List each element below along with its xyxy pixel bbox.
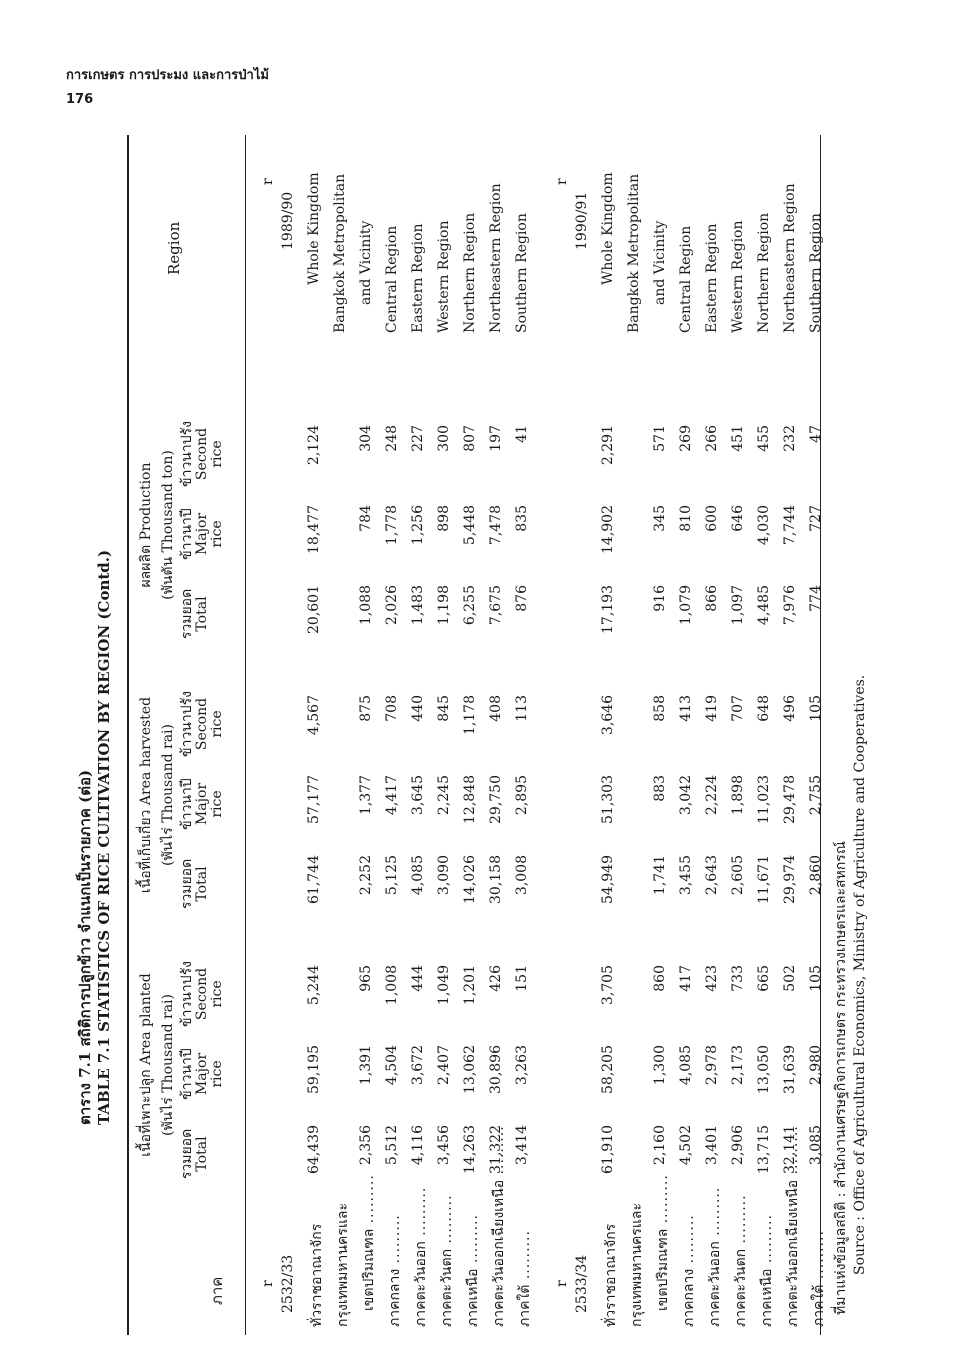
cell-value: 4,085 — [678, 1045, 694, 1086]
cell-value: 733 — [730, 965, 746, 992]
cell-value: 64,439 — [306, 1125, 322, 1174]
cell-value: 31,639 — [782, 1045, 798, 1094]
region-name-english: Bangkok Metropolitan — [332, 173, 348, 333]
region-name-thai: ภาคตะวันตก ..... — [436, 1194, 458, 1327]
cell-value: 197 — [488, 425, 504, 452]
cell-value: 875 — [358, 695, 374, 722]
cell-value: 61,744 — [306, 855, 322, 904]
cell-value: 876 — [514, 585, 530, 612]
cell-value: 57,177 — [306, 775, 322, 824]
cell-value: 300 — [436, 425, 452, 452]
cell-value: 3,455 — [678, 855, 694, 896]
cell-value: 916 — [652, 585, 668, 612]
region-name-thai: ภาคตะวันออกเฉียงเหนือ ..... — [488, 1125, 510, 1327]
cell-value: 5,125 — [384, 855, 400, 896]
cell-value: 51,303 — [600, 775, 616, 824]
region-name-english: and Vicinity — [652, 220, 668, 305]
cell-value: 4,417 — [384, 775, 400, 816]
region-name-english: Eastern Region — [410, 223, 426, 333]
cell-value: 4,485 — [756, 585, 772, 626]
cell-value: 47 — [808, 425, 824, 443]
cell-value: 646 — [730, 505, 746, 532]
cell-value: 2,643 — [704, 855, 720, 896]
cell-value: 3,401 — [704, 1125, 720, 1166]
cell-value: 708 — [384, 695, 400, 722]
region-name-english: and Vicinity — [358, 220, 374, 305]
cell-value: 1,008 — [384, 965, 400, 1006]
year-english: 1990/91 — [574, 191, 590, 250]
cell-value: 3,090 — [436, 855, 452, 896]
region-name-thai: ภาคเหนือ ..... — [462, 1214, 484, 1327]
cell-value: 4,030 — [756, 505, 772, 546]
table-row — [704, 135, 730, 1335]
table-row — [358, 135, 384, 1335]
cell-value: 413 — [678, 695, 694, 722]
cell-value: 32,141 — [782, 1125, 798, 1174]
cell-value: 14,263 — [462, 1125, 478, 1174]
cell-value: 419 — [704, 695, 720, 722]
cell-value: 2,978 — [704, 1045, 720, 1086]
cell-value: 455 — [756, 425, 772, 452]
cell-value: 5,244 — [306, 965, 322, 1006]
cell-value: 1,088 — [358, 585, 374, 626]
cell-value: 707 — [730, 695, 746, 722]
cell-value: 248 — [384, 425, 400, 452]
cell-value: 29,974 — [782, 855, 798, 904]
cell-value: 304 — [358, 425, 374, 452]
cell-value: 1,377 — [358, 775, 374, 816]
bottom-rule — [820, 135, 821, 1335]
cell-value: 4,567 — [306, 695, 322, 736]
region-name-thai: กรุงเทพมหานครและ — [335, 1203, 351, 1327]
cell-value: 4,116 — [410, 1125, 426, 1166]
running-title: การเกษตร การประมง และการป่าไม้ — [66, 68, 269, 83]
cell-value: 3,008 — [514, 855, 530, 896]
region-name-thai: เขตปริมณฑล ..... — [358, 1174, 380, 1311]
cell-value: 13,062 — [462, 1045, 478, 1094]
region-name-english: Bangkok Metropolitan — [626, 173, 642, 333]
table-row — [626, 135, 652, 1335]
cell-value: 866 — [704, 585, 720, 612]
cell-value: 451 — [730, 425, 746, 452]
table-row — [332, 135, 358, 1335]
cell-value: 784 — [358, 505, 374, 532]
region-name-english: Whole Kingdom — [306, 172, 322, 285]
year-row — [280, 135, 306, 1335]
region-name-thai: ภาคตะวันออก ..... — [410, 1187, 432, 1327]
region-name-thai: เขตปริมณฑล ..... — [652, 1174, 674, 1311]
cell-value: 151 — [514, 965, 530, 992]
table-title-thai: ตาราง 7.1 สถิติการปลูกข้าว จำแนกเป็นรายภาค (ต่อ) — [76, 769, 94, 1125]
cell-value: 1,300 — [652, 1045, 668, 1086]
cell-value: 61,910 — [600, 1125, 616, 1174]
region-name-english: Whole Kingdom — [600, 172, 616, 285]
cell-value: 3,705 — [600, 965, 616, 1006]
cell-value: 3,672 — [410, 1045, 426, 1086]
cell-value: 807 — [462, 425, 478, 452]
cell-value: 14,026 — [462, 855, 478, 904]
region-name-english: Northern Region — [462, 212, 478, 333]
cell-value: 18,477 — [306, 505, 322, 554]
region-name-thai: ภาคใต้ ..... — [808, 1230, 830, 1327]
cell-value: 3,646 — [600, 695, 616, 736]
cell-value: 3,456 — [436, 1125, 452, 1166]
year-row — [574, 135, 600, 1335]
cell-value: 7,744 — [782, 505, 798, 546]
cell-value: 502 — [782, 965, 798, 992]
year-english: 1989/90 — [280, 191, 296, 250]
subcolumn-header: รวมยอด Total — [179, 588, 210, 640]
cell-value: 12,848 — [462, 775, 478, 824]
cell-value: 11,671 — [756, 855, 772, 904]
cell-value: 7,675 — [488, 585, 504, 626]
cell-value: 3,042 — [678, 775, 694, 816]
cell-value: 600 — [704, 505, 720, 532]
cell-value: 4,085 — [410, 855, 426, 896]
table-row — [436, 135, 462, 1335]
cell-value: 266 — [704, 425, 720, 452]
group-area-planted: เนื้อที่เพาะปลูก Area planted (พันไร่ Thousand rai) — [138, 973, 176, 1157]
group-production: ผลผลิต Production (พันตัน Thousand ton) — [138, 450, 176, 600]
cell-value: 17,193 — [600, 585, 616, 634]
table-row — [756, 135, 782, 1335]
table-row — [410, 135, 436, 1335]
cell-value: 1,198 — [436, 585, 452, 626]
cell-value: 2,224 — [704, 775, 720, 816]
cell-value: 774 — [808, 585, 824, 612]
cell-value: 2,245 — [436, 775, 452, 816]
cell-value: 1,483 — [410, 585, 426, 626]
cell-value: 2,356 — [358, 1125, 374, 1166]
cell-value: 1,079 — [678, 585, 694, 626]
cell-value: 1,741 — [652, 855, 668, 896]
cell-value: 7,976 — [782, 585, 798, 626]
cell-value: 1,391 — [358, 1045, 374, 1086]
cell-value: 29,750 — [488, 775, 504, 824]
cell-value: 3,263 — [514, 1045, 530, 1086]
source-note-english: Source : Office of Agricultural Economics, Ministry of Agriculture and Cooperatives. — [852, 674, 868, 1275]
subcolumn-header: รวมยอด Total — [179, 1128, 210, 1180]
region-name-english: Western Region — [730, 220, 746, 333]
subcolumn-header: ข้าวนาปี Major rice — [179, 1048, 225, 1100]
revised-mark: r — [554, 1280, 570, 1287]
cell-value: 4,504 — [384, 1045, 400, 1086]
cell-value: 1,049 — [436, 965, 452, 1006]
cell-value: 14,902 — [600, 505, 616, 554]
cell-value: 3,085 — [808, 1125, 824, 1166]
page-number: 176 — [66, 92, 94, 107]
table-row — [730, 135, 756, 1335]
region-header-english: Region — [165, 221, 183, 275]
cell-value: 58,205 — [600, 1045, 616, 1094]
cell-value: 5,512 — [384, 1125, 400, 1166]
revised-mark: r — [260, 178, 276, 185]
region-name-english: Southern Region — [514, 213, 530, 333]
region-name-thai: ภาคตะวันออกเฉียงเหนือ ..... — [782, 1125, 804, 1327]
cell-value: 2,407 — [436, 1045, 452, 1086]
cell-value: 496 — [782, 695, 798, 722]
region-name-thai: ภาคตะวันตก ..... — [730, 1194, 752, 1327]
cell-value: 6,255 — [462, 585, 478, 626]
region-name-english: Northern Region — [756, 212, 772, 333]
region-name-thai: ภาคใต้ ..... — [514, 1230, 536, 1327]
subcolumn-header: รวมยอด Total — [179, 858, 210, 910]
cell-value: 2,605 — [730, 855, 746, 896]
cell-value: 59,195 — [306, 1045, 322, 1094]
cell-value: 227 — [410, 425, 426, 452]
cell-value: 408 — [488, 695, 504, 722]
header-rule — [245, 135, 246, 1335]
region-name-thai: ภาคกลาง ..... — [678, 1214, 700, 1327]
cell-value: 30,158 — [488, 855, 504, 904]
revised-mark: r — [260, 1280, 276, 1287]
cell-value: 232 — [782, 425, 798, 452]
cell-value: 1,256 — [410, 505, 426, 546]
cell-value: 3,645 — [410, 775, 426, 816]
cell-value: 2,860 — [808, 855, 824, 896]
cell-value: 13,715 — [756, 1125, 772, 1174]
rotated-table — [55, 135, 915, 1335]
cell-value: 30,896 — [488, 1045, 504, 1094]
cell-value: 31,322 — [488, 1125, 504, 1174]
cell-value: 648 — [756, 695, 772, 722]
cell-value: 1,898 — [730, 775, 746, 816]
table-row — [514, 135, 540, 1335]
region-name-english: Western Region — [436, 220, 452, 333]
region-name-english: Northeastern Region — [782, 183, 798, 333]
cell-value: 7,478 — [488, 505, 504, 546]
region-name-thai: ทั่วราชอาณาจักร — [603, 1223, 619, 1327]
cell-value: 54,949 — [600, 855, 616, 904]
cell-value: 2,755 — [808, 775, 824, 816]
cell-value: 965 — [358, 965, 374, 992]
cell-value: 444 — [410, 965, 426, 992]
cell-value: 11,023 — [756, 775, 772, 824]
subcolumn-header: ข้าวนาปี Major rice — [179, 508, 225, 560]
cell-value: 727 — [808, 505, 824, 532]
cell-value: 810 — [678, 505, 694, 532]
cell-value: 2,895 — [514, 775, 530, 816]
region-name-thai: ภาคกลาง ..... — [384, 1214, 406, 1327]
cell-value: 423 — [704, 965, 720, 992]
cell-value: 1,178 — [462, 695, 478, 736]
region-name-thai: ภาคตะวันออก ..... — [704, 1187, 726, 1327]
cell-value: 2,906 — [730, 1125, 746, 1166]
table-row — [488, 135, 514, 1335]
cell-value: 105 — [808, 965, 824, 992]
cell-value: 345 — [652, 505, 668, 532]
cell-value: 41 — [514, 425, 530, 443]
cell-value: 2,291 — [600, 425, 616, 466]
table-row — [462, 135, 488, 1335]
region-name-english: Southern Region — [808, 213, 824, 333]
cell-value: 5,448 — [462, 505, 478, 546]
cell-value: 3,414 — [514, 1125, 530, 1166]
cell-value: 2,124 — [306, 425, 322, 466]
cell-value: 2,160 — [652, 1125, 668, 1166]
group-area-harvested: เนื้อที่เก็บเกี่ยว Area harvested (พันไร่ Thousand rai) — [138, 696, 176, 894]
region-name-english: Central Region — [384, 225, 400, 333]
region-name-thai: กรุงเทพมหานครและ — [629, 1203, 645, 1327]
table-title-english: TABLE 7.1 STATISTICS OF RICE CULTIVATION BY REGION (Contd.) — [95, 549, 113, 1125]
cell-value: 860 — [652, 965, 668, 992]
source-note-thai: ที่มาแห่งข้อมูลสถิติ : สำนักงานเศรษฐกิจการเกษตร กระทรวงเกษตรและสหกรณ์ — [833, 841, 849, 1315]
region-name-thai: ภาคเหนือ ..... — [756, 1214, 778, 1327]
cell-value: 898 — [436, 505, 452, 532]
cell-value: 665 — [756, 965, 772, 992]
region-name-thai: ทั่วราชอาณาจักร — [309, 1223, 325, 1327]
cell-value: 4,502 — [678, 1125, 694, 1166]
revised-mark: r — [554, 178, 570, 185]
cell-value: 29,478 — [782, 775, 798, 824]
cell-value: 835 — [514, 505, 530, 532]
table-row — [678, 135, 704, 1335]
cell-value: 883 — [652, 775, 668, 802]
year-thai: 2532/33 — [280, 1254, 296, 1313]
cell-value: 845 — [436, 695, 452, 722]
cell-value: 426 — [488, 965, 504, 992]
cell-value: 269 — [678, 425, 694, 452]
subcolumn-header: ข้าวนาปรัง Second rice — [179, 421, 225, 487]
table-row — [306, 135, 332, 1335]
region-name-english: Central Region — [678, 225, 694, 333]
cell-value: 13,050 — [756, 1045, 772, 1094]
cell-value: 571 — [652, 425, 668, 452]
region-name-english: Northeastern Region — [488, 183, 504, 333]
cell-value: 2,252 — [358, 855, 374, 896]
cell-value: 1,201 — [462, 965, 478, 1006]
table-row — [600, 135, 626, 1335]
cell-value: 440 — [410, 695, 426, 722]
cell-value: 2,980 — [808, 1045, 824, 1086]
region-header-thai: ภาค — [208, 1276, 226, 1305]
top-rule — [127, 135, 129, 1335]
table-row — [652, 135, 678, 1335]
cell-value: 1,778 — [384, 505, 400, 546]
region-name-english: Eastern Region — [704, 223, 720, 333]
cell-value: 105 — [808, 695, 824, 722]
cell-value: 20,601 — [306, 585, 322, 634]
cell-value: 858 — [652, 695, 668, 722]
cell-value: 1,097 — [730, 585, 746, 626]
cell-value: 417 — [678, 965, 694, 992]
cell-value: 113 — [514, 695, 530, 722]
subcolumn-header: ข้าวนาปรัง Second rice — [179, 691, 225, 757]
cell-value: 2,026 — [384, 585, 400, 626]
year-thai: 2533/34 — [574, 1254, 590, 1313]
subcolumn-header: ข้าวนาปี Major rice — [179, 778, 225, 830]
table-row — [384, 135, 410, 1335]
cell-value: 2,173 — [730, 1045, 746, 1086]
table-row — [782, 135, 808, 1335]
subcolumn-header: ข้าวนาปรัง Second rice — [179, 961, 225, 1027]
